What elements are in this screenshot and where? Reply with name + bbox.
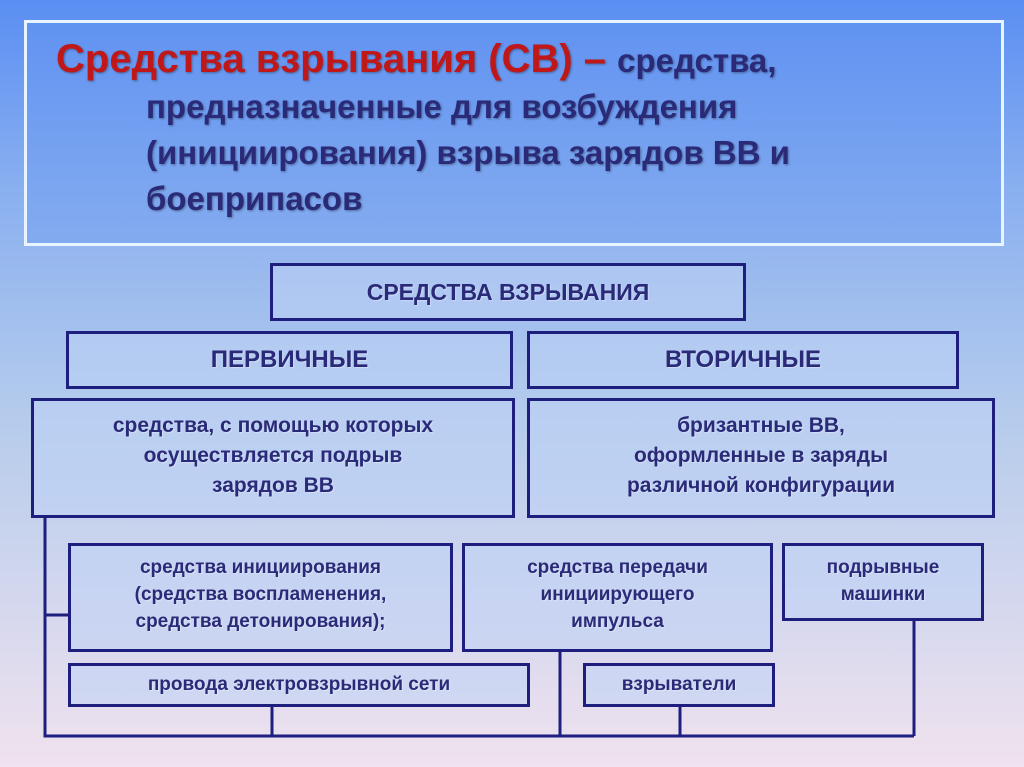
initiation-means-node: средства инициирования (средства воспламенения, средства детонирования);: [68, 543, 453, 652]
root-node: СРЕДСТВА ВЗРЫВАНИЯ: [270, 263, 746, 321]
definition-line-2: предназначенные для возбуждения: [146, 88, 738, 125]
primary-node: ПЕРВИЧНЫЕ: [66, 331, 513, 389]
primary-description: средства, с помощью которых осуществляется подрыв зарядов ВВ: [31, 398, 515, 518]
blasting-machines-node: подрывные машинки: [782, 543, 984, 621]
definition-dash: –: [572, 37, 618, 81]
impulse-transfer-node: средства передачи инициирующего импульса: [462, 543, 773, 652]
definition-line-1-rest: средства,: [617, 42, 777, 79]
secondary-description: бризантные ВВ, оформленные в заряды различной конфигурации: [527, 398, 995, 518]
definition-term: Средства взрывания (СВ): [56, 37, 573, 81]
secondary-node: ВТОРИЧНЫЕ: [527, 331, 959, 389]
fuses-node: взрыватели: [583, 663, 775, 707]
definition-line-4: боеприпасов: [146, 180, 363, 217]
definition-line-3: (инициирования) взрыва зарядов ВВ и: [146, 134, 790, 171]
electric-wires-node: провода электровзрывной сети: [68, 663, 530, 707]
